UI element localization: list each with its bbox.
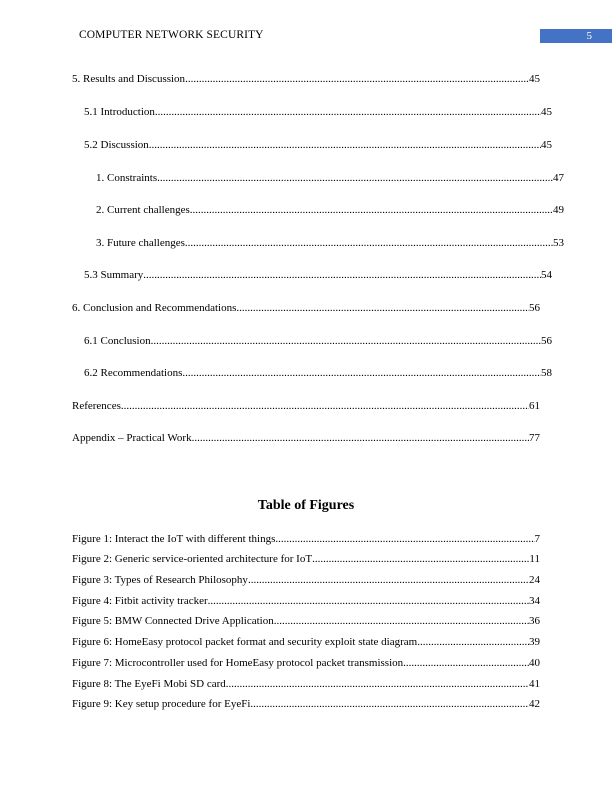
figure-entry-page: 7 (534, 533, 540, 545)
toc-leader (190, 203, 553, 217)
toc-leader (151, 334, 541, 348)
toc-entry-label: 2. Current challenges (96, 204, 190, 216)
toc-entry-label: 5.2 Discussion (84, 139, 149, 151)
figure-leader (226, 677, 529, 691)
toc-leader (185, 72, 529, 86)
figure-leader (275, 532, 534, 546)
toc-entry[interactable] (72, 105, 552, 119)
figure-entry-page: 42 (529, 698, 540, 710)
figure-entry-page: 36 (529, 615, 540, 627)
toc-leader (121, 399, 529, 413)
toc-entry-label: References (72, 400, 121, 412)
figure-entry-label: Figure 7: Microcontroller used for HomeEasy protocol packet transmission (72, 657, 404, 669)
toc-entry[interactable] (72, 334, 552, 348)
figure-leader (250, 697, 529, 711)
toc-leader (157, 171, 553, 185)
toc-entry-label: 5.3 Summary (84, 269, 144, 281)
figure-entry[interactable] (72, 594, 540, 608)
figure-leader (403, 656, 529, 670)
figure-entry-page: 11 (529, 553, 540, 565)
toc-entry[interactable] (72, 171, 564, 185)
toc-entry[interactable] (72, 301, 540, 315)
toc-entry-page: 53 (553, 237, 564, 249)
toc-entry-label: 5.1 Introduction (84, 106, 155, 118)
toc-entry[interactable] (72, 72, 540, 86)
figure-entry-label: Figure 8: The EyeFi Mobi SD card (72, 678, 226, 690)
header-title: COMPUTER NETWORK SECURITY (79, 29, 264, 41)
toc-entry-label: 6.2 Recommendations (84, 367, 183, 379)
toc-entry-label: 3. Future challenges (96, 237, 185, 249)
toc-entry-label: Appendix – Practical Work (72, 432, 192, 444)
figure-entry-label: Figure 6: HomeEasy protocol packet format and security exploit state diagram (72, 636, 418, 648)
figure-entry[interactable] (72, 573, 540, 587)
figure-entry-label: Figure 4: Fitbit activity tracker (72, 595, 208, 607)
toc-entry-page: 45 (529, 73, 540, 85)
toc-entry-page: 61 (529, 400, 540, 412)
figure-leader (208, 594, 529, 608)
figure-entry-label: Figure 9: Key setup procedure for EyeFi (72, 698, 251, 710)
toc-leader (143, 268, 541, 282)
toc-entry[interactable] (72, 366, 552, 380)
figure-entry[interactable] (72, 532, 540, 546)
figure-entry[interactable] (72, 614, 540, 628)
page-number-badge: 5 (540, 29, 612, 43)
figure-entry[interactable] (72, 677, 540, 691)
toc-entry-label: 5. Results and Discussion (72, 73, 186, 85)
toc-entry[interactable] (72, 203, 564, 217)
toc-leader (149, 138, 541, 152)
figure-entry-page: 39 (529, 636, 540, 648)
figure-entry[interactable] (72, 697, 540, 711)
toc-leader (155, 105, 541, 119)
toc-entry-label: 6. Conclusion and Recommendations (72, 302, 237, 314)
toc-entry-page: 56 (529, 302, 540, 314)
figure-entry-page: 40 (529, 657, 540, 669)
toc-entry-page: 45 (541, 139, 552, 151)
figure-entry-label: Figure 1: Interact the IoT with different things (72, 533, 276, 545)
toc-entry-label: 1. Constraints (96, 172, 158, 184)
figure-entry-label: Figure 2: Generic service-oriented architecture for IoT (72, 553, 313, 565)
toc-entry-page: 58 (541, 367, 552, 379)
toc-entry-page: 47 (553, 172, 564, 184)
toc-leader (185, 236, 553, 250)
toc-entry-page: 54 (541, 269, 552, 281)
figure-entry[interactable] (72, 552, 540, 566)
figure-entry-label: Figure 3: Types of Research Philosophy (72, 574, 248, 586)
toc-leader (182, 366, 541, 380)
toc-entry-page: 49 (553, 204, 564, 216)
toc-entry-page: 56 (541, 335, 552, 347)
figure-entry-page: 24 (529, 574, 540, 586)
toc-entry[interactable] (72, 138, 552, 152)
toc-entry-page: 77 (529, 432, 540, 444)
figure-entry[interactable] (72, 656, 540, 670)
figure-entry-page: 34 (529, 595, 540, 607)
figure-leader (274, 614, 529, 628)
toc-entry[interactable] (72, 268, 552, 282)
figure-leader (417, 635, 529, 649)
figure-entry[interactable] (72, 635, 540, 649)
figure-leader (312, 552, 529, 566)
toc-entry-page: 45 (541, 106, 552, 118)
toc-entry[interactable] (72, 399, 540, 413)
table-of-figures-heading: Table of Figures (257, 498, 355, 513)
toc-entry[interactable] (72, 236, 564, 250)
toc-entry[interactable] (72, 431, 540, 445)
figure-entry-page: 41 (529, 678, 540, 690)
figure-leader (248, 573, 529, 587)
figure-entry-label: Figure 5: BMW Connected Drive Application (72, 615, 274, 627)
toc-entry-label: 6.1 Conclusion (84, 335, 151, 347)
toc-leader (192, 431, 529, 445)
toc-leader (236, 301, 529, 315)
